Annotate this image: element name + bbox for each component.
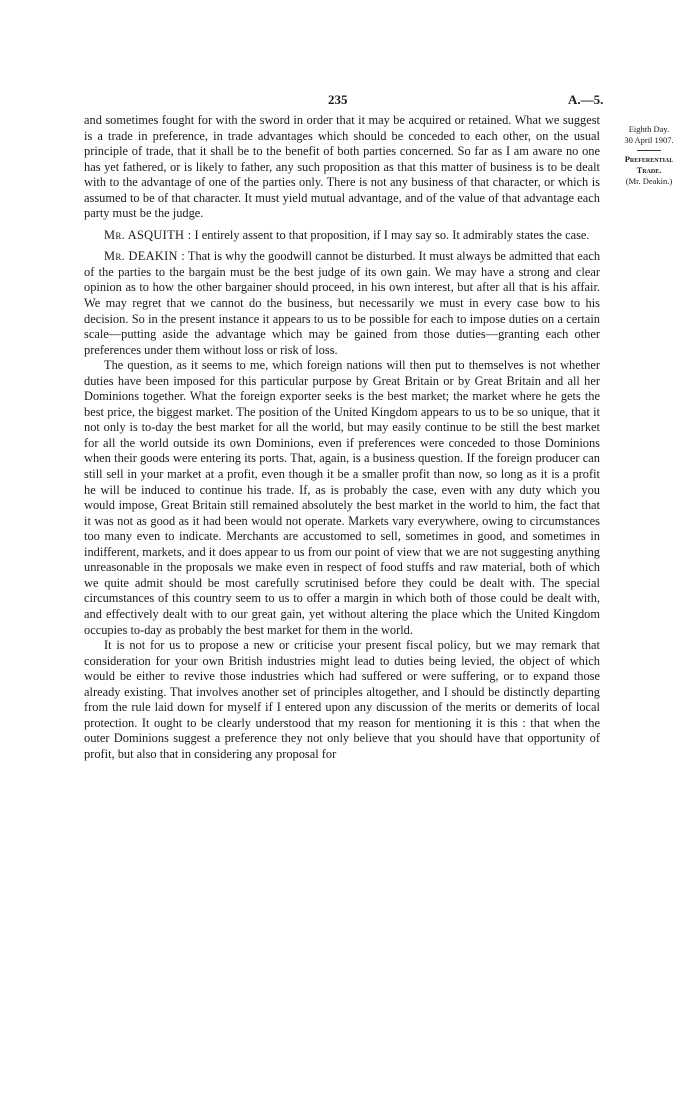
speaker-name: Mr. ASQUITH :	[104, 227, 192, 242]
margin-note-topic-1: Preferential	[624, 154, 674, 164]
paragraph-foreign-nations: The question, as it seems to me, which foreign nations will then put to themselves is not whether duties have been imposed for this particular purpose by Great Britain or by Great Britain and all her Dominions together. What the foreign exporter seeks is the best market; the market where he gets the best price, the biggest market. The position of the United Kingdom appears to us to be so unique, that it not only is to-day the best market for all the world, but may easily continue to be still the best market for all the world outside its own Dominions, even if preferences were conceded to those Dominions when their goods were entering its ports. That, again, is a business question. If the foreign producer can still sell in your market at a profit, even though it be a smaller profit than now, so long as it is a profit he will be induced to continue his trade. If, as is probably the case, even with any duty which you would impose, Great Britain still remained absolutely the best market in the world to him, the fact that it was not as good as it had been would not operate. Markets vary everywhere, owing to circumstances too many even to indicate. Merchants are accustomed to sell, sometimes in good, and sometimes in indifferent, markets, and it does appear to us from our point of view that we are not suggesting anything unreasonable in the proposals we make even in respect of food stuffs and raw material, both of which we quite admit should be most carefully scrutinised before they could be dealt with. The special circumstances of this country seem to us to offer a margin in which both of those could be dealt with, and effectively dealt with to our great gain, yet without altering the place which the United Kingdom occupies to-day as probably the best market for them in the world.	[84, 358, 600, 637]
margin-note-day: Eighth Day.	[628, 124, 670, 134]
margin-note-divider	[637, 150, 661, 151]
body-text	[84, 113, 600, 762]
paragraph-deakin	[84, 249, 600, 358]
speech-text: I entirely assent to that proposition, if I may say so. It admirably states the case.	[194, 227, 590, 242]
margin-note-date: 30 April 1907.	[624, 135, 674, 145]
speech-text: That is why the goodwill cannot be disturbed. It must always be admitted that each of the parties to the bargain must be the best judge of its own gain. We may have a strong and clear opinion as to how the other bargainer should proceed, in his own interest, but after all that is his affair. We may regret that we cannot do the business, but necessarily we must in every case bow to his decision. So in the present instance it appears to us to be possible for each to impose duties on a certain scale—putting aside the advantage which may be gained from those duties—granting each other preferences under them without loss or risk of loss.	[84, 249, 601, 357]
paragraph-asquith	[84, 228, 600, 244]
paragraph-continuation: and sometimes fought for with the sword in order that it may be acquired or retained. What we suggest is a trade in preference, in trade advantages which should be conceded to each other, on the usual principle of trade, that it shall be to the benefit of both parties concerned. So far as I am aware no one has yet fathered, or is likely to father, any such proposition as that this matter of business is to be dealt with to the advantage of one of the parties only. There is not any business of that character, or which is assumed to be of that character. It must yield mutual advantage, and of the value of that advantage each party must be the judge.	[84, 113, 600, 221]
page-reference: A.—5.	[568, 92, 604, 107]
margin-note	[606, 124, 692, 187]
page-number: 235	[328, 92, 348, 107]
paragraph-fiscal-policy: It is not for us to propose a new or criticise your present fiscal policy, but we may remark that consideration for your own British industries might lead to duties being levied, the object of which would be either to revive those industries which had suffered or were suffering, or to expand those already existing. That involves another set of principles altogether, and I should be distinctly departing from the rule laid down for myself if I entered upon any discussion of the merits or demerits of local protection. It ought to be clearly understood that my reason for mentioning it is this : that when the outer Dominions suggest a preference they not only believe that you should have that opportunity of profit, but also that in considering any proposal for	[84, 638, 600, 761]
margin-note-speaker: (Mr. Deakin.)	[625, 176, 673, 186]
margin-note-topic-2: Trade.	[636, 165, 662, 175]
speaker-name: Mr. DEAKIN :	[104, 249, 185, 264]
